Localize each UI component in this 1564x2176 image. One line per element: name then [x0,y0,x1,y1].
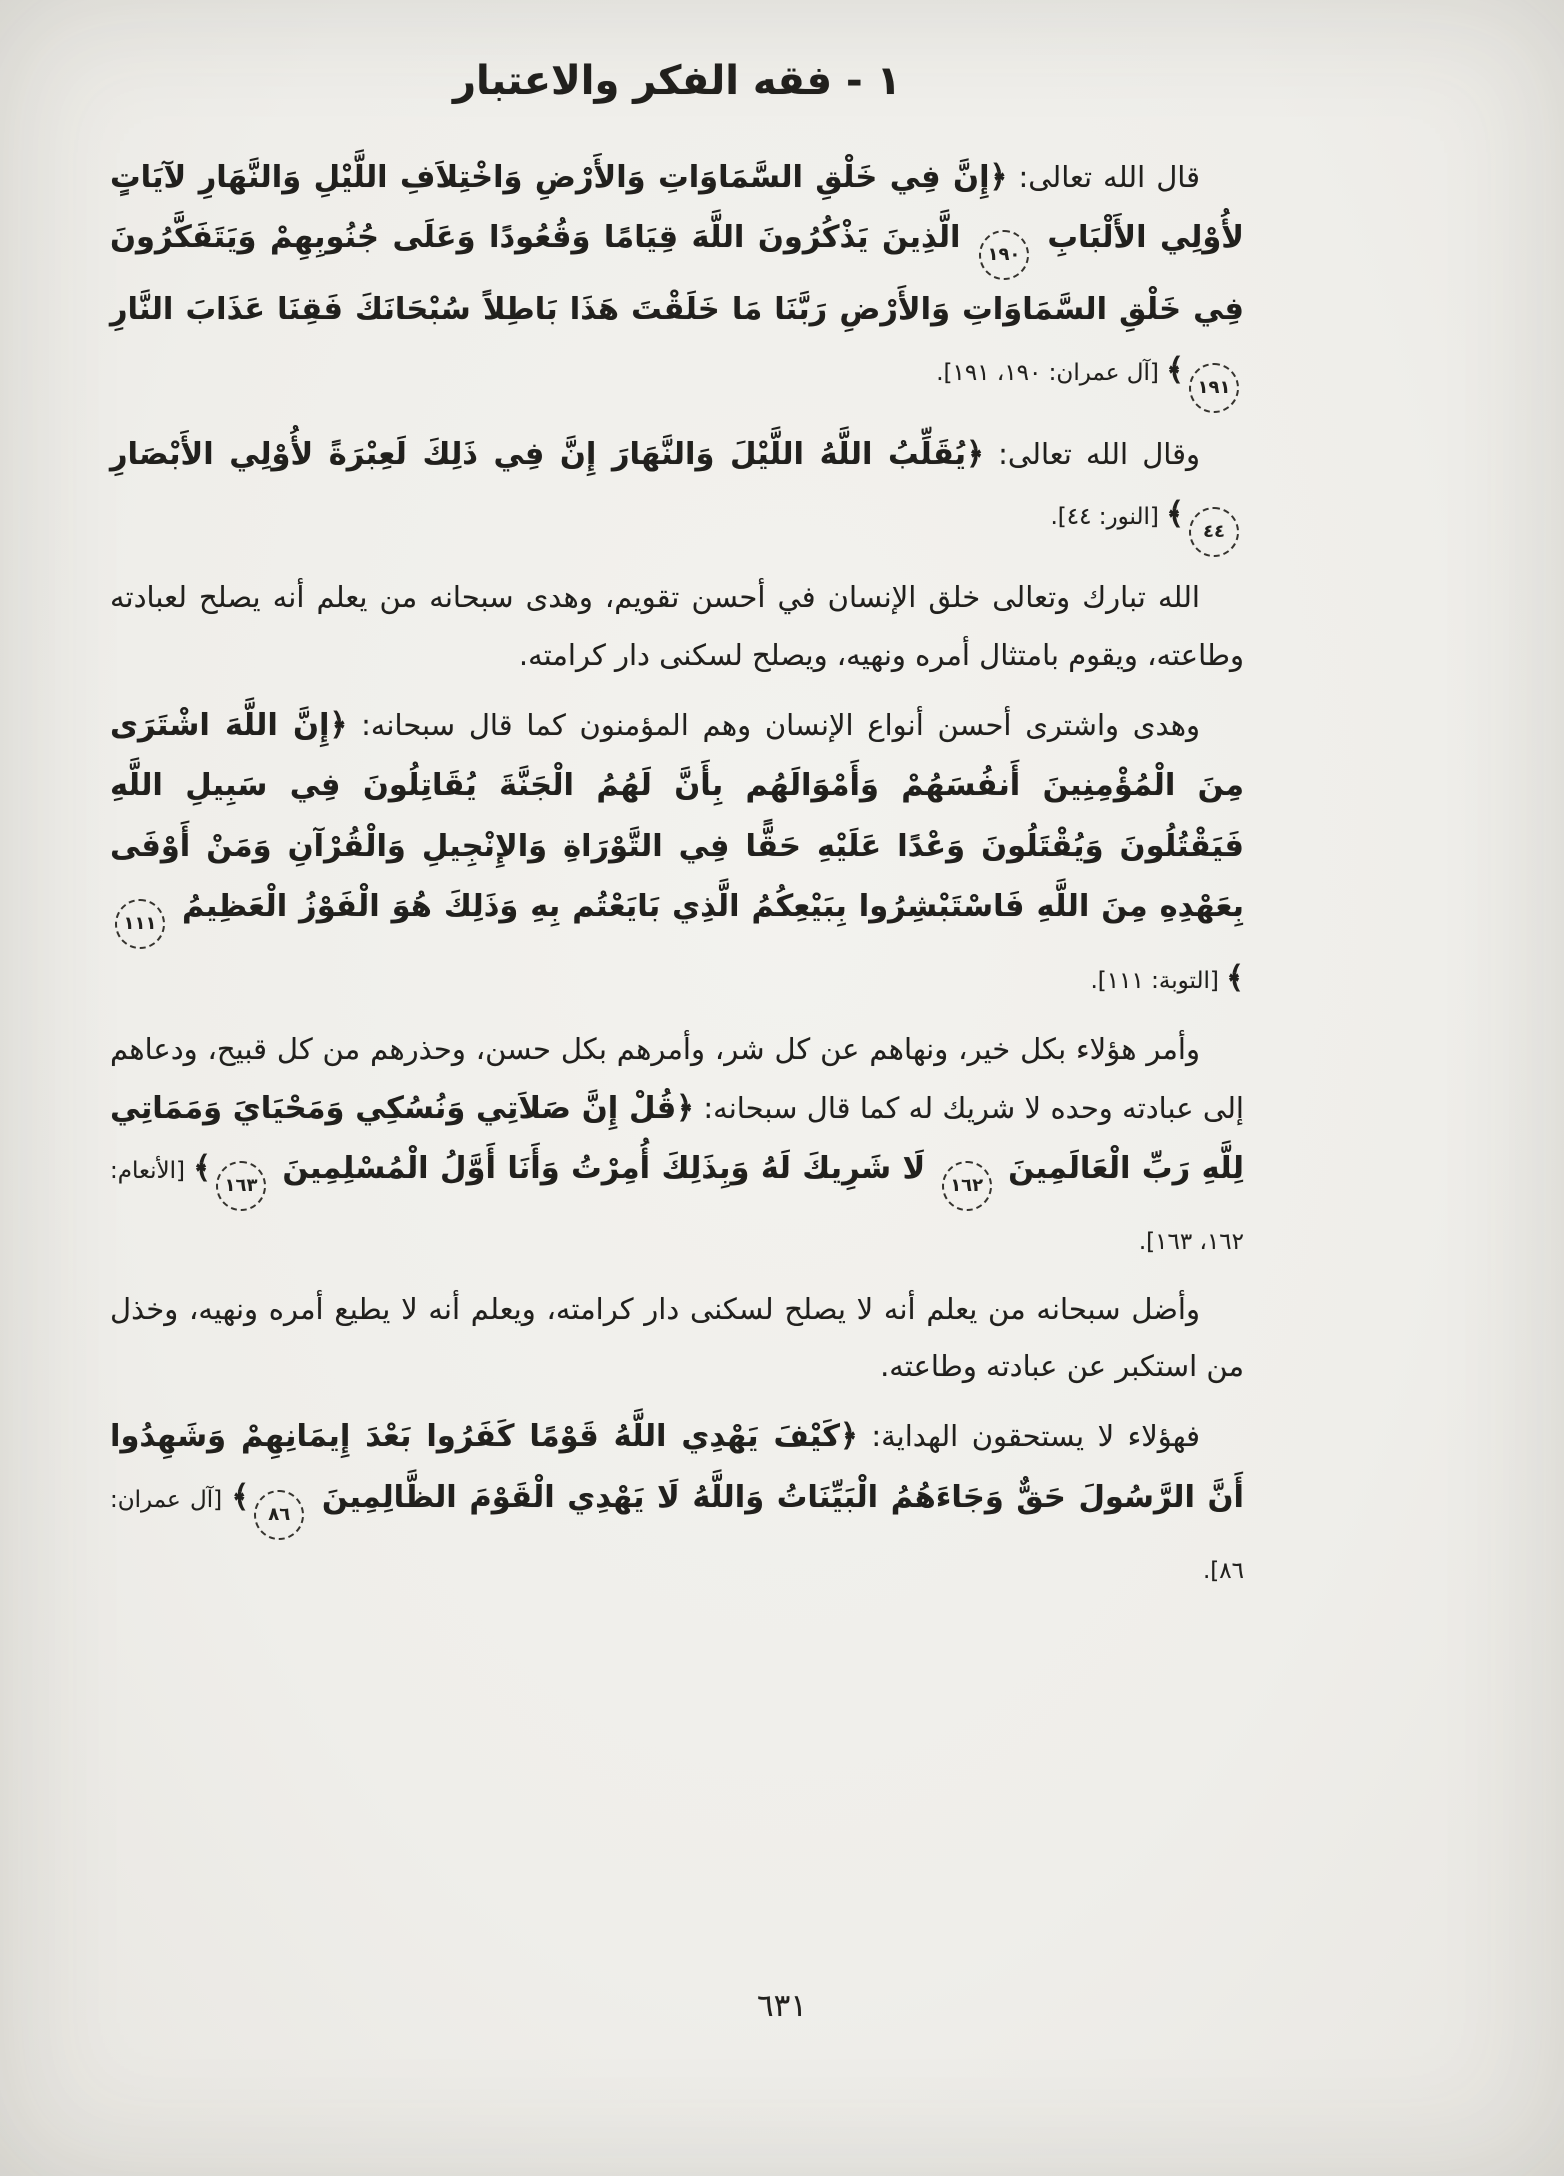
body-text: فهؤلاء لا يستحقون الهداية: [857,1419,1200,1454]
quran-verse: ﴾ [1226,961,1244,997]
quran-verse: ﴾ [193,1151,211,1187]
ayah-number-badge: ٨٦ [254,1490,304,1540]
body-text: قال الله تعالى: [1007,160,1200,194]
ayah-number-badge: ١٦٢ [942,1161,992,1211]
source-citation: [التوبة: ١١١]. [1090,968,1227,995]
source-citation: [النور: ٤٤]. [1050,504,1167,531]
body-text: وأضل سبحانه من يعلم أنه لا يصلح لسكنى دار كرامته، ويعلم أنه لا يطيع أمره ونهيه، وخذل من استكبر عن عبادته وطاعته. [110,1291,1244,1384]
page-number: ٦٣١ [757,1988,807,2024]
ayah-number-badge: ١٩٠ [979,230,1029,280]
ayah-number-badge: ١٩١ [1189,363,1239,413]
quran-verse: ﴿قُلْ إِنَّ صَلاَتِي وَنُسُكِي وَمَحْيَايَ وَمَمَاتِي لِلَّهِ رَبِّ الْعَالَمِينَ [110,1090,1244,1187]
quran-verse: ﴾ [231,1479,250,1515]
quran-verse: ﴾ [1166,497,1184,533]
paragraph-commentary-misguidance [110,1281,1244,1396]
body-paragraphs [110,148,1244,1597]
text-column [110,58,1244,1609]
body-text: وأمر هؤلاء بكل خير، ونهاهم عن كل شر، وأمرهم بكل حسن، وحذرهم من كل قبيح، ودعاهم إلى عبادته وحده لا شريك له كما قال سبحانه: [110,1032,1244,1125]
paragraph-quote-at-tawbah-111 [110,696,1244,1010]
source-citation: [آل عمران: ٨٦]. [110,1486,1244,1584]
paragraph-quote-an-nur-44 [110,425,1244,557]
quran-verse: ﴿كَيْفَ يَهْدِي اللَّهُ قَوْمًا كَفَرُوا بَعْدَ إِيمَانِهِمْ وَشَهِدُوا أَنَّ الرَّسُولَ حَقٌّ وَجَاءَهُمُ الْبَيِّنَاتُ وَاللَّهُ لَا يَهْدِي الْقَوْمَ الظَّالِمِينَ [110,1419,1244,1515]
ayah-number-badge: ٤٤ [1189,507,1239,557]
quran-verse: ﴿إِنَّ فِي خَلْقِ السَّمَاوَاتِ وَالأَرْضِ وَاخْتِلاَفِ اللَّيْلِ وَالنَّهَارِ لآيَاتٍ لأُوْلِي الأَلْبَابِ [110,160,1244,256]
source-citation: [الأنعام: ١٦٢، ١٦٣]. [110,1158,1244,1256]
paragraph-commentary-creation [110,569,1244,684]
quran-verse: لَا شَرِيكَ لَهُ وَبِذَلِكَ أُمِرْتُ وَأَنَا أَوَّلُ الْمُسْلِمِينَ [270,1151,937,1187]
chapter-title: ١ - فقه الفكر والاعتبار [452,58,901,104]
ayah-number-badge: ١١١ [115,899,165,949]
quran-verse: ﴿يُقَلِّبُ اللَّهُ اللَّيْلَ وَالنَّهَارَ إِنَّ فِي ذَلِكَ لَعِبْرَةً لأُوْلِي الأَبْصَارِ [110,436,984,472]
ayah-number-badge: ١٦٣ [216,1161,266,1211]
paragraph-quote-aal-imran-190-191 [110,148,1244,413]
paragraph-quote-aal-imran-86 [110,1407,1244,1597]
body-text: وقال الله تعالى: [984,436,1200,471]
quran-verse: الَّذِينَ يَذْكُرُونَ اللَّهَ قِيَامًا وَقُعُودًا وَعَلَى جُنُوبِهِمْ وَيَتَفَكَّرُونَ فِي خَلْقِ السَّمَاوَاتِ وَالأَرْضِ رَبَّنَا مَا خَلَقْتَ هَذَا بَاطِلاً سُبْحَانَكَ فَقِنَا عَذَابَ النَّارِ [110,220,1244,328]
quran-verse: ﴿إِنَّ اللَّهَ اشْتَرَى مِنَ الْمُؤْمِنِينَ أَنفُسَهُمْ وَأَمْوَالَهُم بِأَنَّ لَهُمُ الْجَنَّةَ يُقَاتِلُونَ فِي سَبِيلِ اللَّهِ فَيَقْتُلُونَ وَيُقْتَلُونَ وَعْدًا عَلَيْهِ حَقًّا فِي التَّوْرَاةِ وَالإِنْجِيلِ وَالْقُرْآنِ وَمَنْ أَوْفَى بِعَهْدِهِ مِنَ اللَّهِ فَاسْتَبْشِرُوا بِبَيْعِكُمُ الَّذِي بَايَعْتُم بِهِ وَذَلِكَ هُوَ الْفَوْزُ الْعَظِيمُ [110,707,1244,925]
body-text: وهدى واشترى أحسن أنواع الإنسان وهم المؤمنون كما قال سبحانه: [347,707,1200,742]
body-text: الله تبارك وتعالى خلق الإنسان في أحسن تقويم، وهدى سبحانه من يعلم أنه يصلح لعبادته وطاعته، ويقوم بامتثال أمره ونهيه، ويصلح لسكنى دار كرامته. [110,580,1244,672]
source-citation: [آل عمران: ١٩٠، ١٩١]. [936,359,1167,386]
paragraph-quote-al-anam-162-163 [110,1021,1244,1268]
quran-verse: ﴾ [1166,352,1184,388]
